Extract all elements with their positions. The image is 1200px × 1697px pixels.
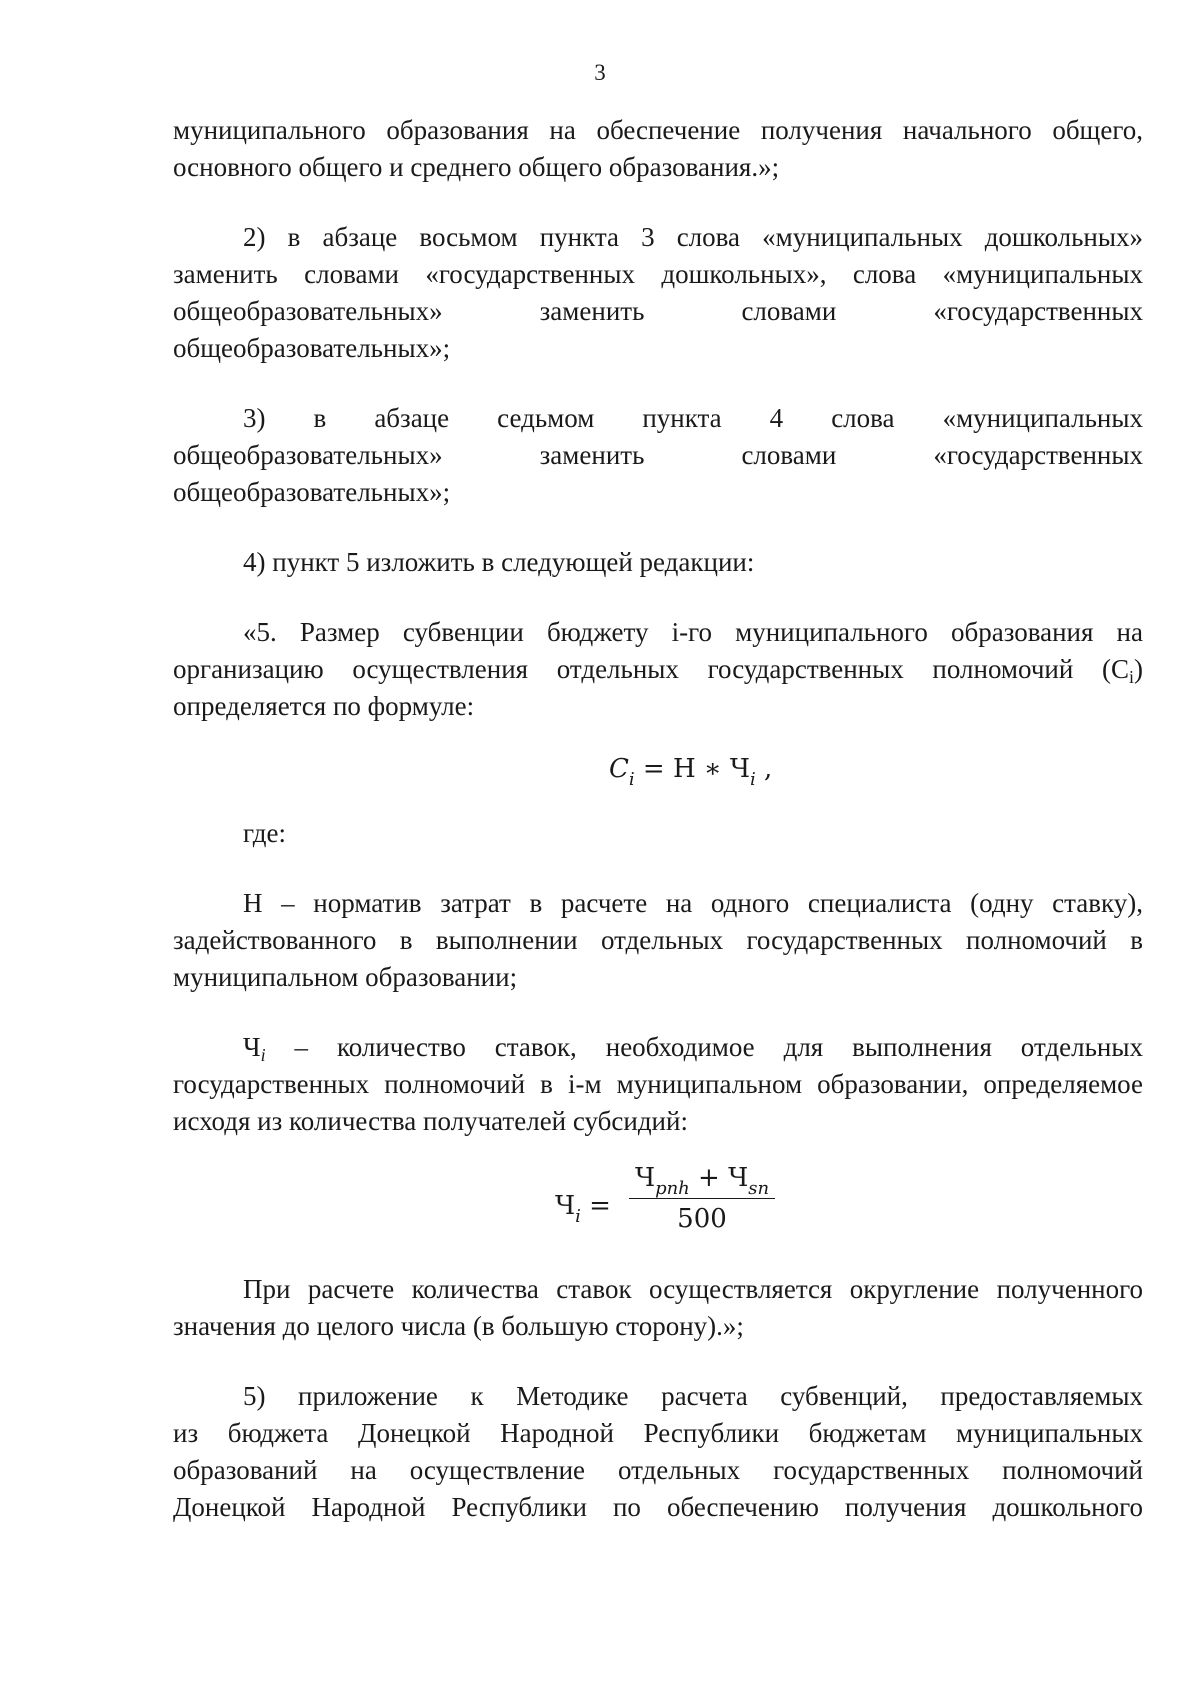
formula-lhs: C [609,754,629,784]
document-body [173,112,1143,1526]
formula-rates-fraction [629,1160,775,1237]
definition-ch-text: – количество ставок, необходимое для выполнения отдельных государственных полномочий в i-м муниципальном образовании, определяемое исходя из количества получателей субсидий: [173,1032,1143,1136]
formula-rhs-sub: i [749,769,756,790]
fraction-denominator: 500 [677,1204,727,1234]
paragraph-where: где: [243,818,286,848]
symbol-ch-sub: i [260,1045,266,1065]
paragraph-definition-n: Н – норматив затрат в расчете на одного специалиста (одну ставку), задействованного в выполнении отдельных государственных полномочий в муниципальном образовании; [173,888,1143,992]
paragraph-continuation: муниципального образования на обеспечение получения начального общего, основного общего и среднего общего образования.»; [173,115,1143,182]
item-3-line-3: общеобразовательных»; [173,477,451,507]
numerator-plus: + Ч [689,1163,749,1193]
item-5-line-3: определяется по формуле: [173,691,475,721]
item-2-line-3: общеобразовательных» заменить словами «государственных [173,296,1143,326]
formula-lhs-sub: i [628,769,635,790]
numerator-b-sub: sn [748,1178,770,1199]
item-2-line-4: общеобразовательных»; [173,333,451,363]
paragraph-rounding: При расчете количества ставок осуществляется округление полученного значения до целого числа (в большую сторону).»; [173,1274,1143,1341]
numerator-a-sub: pnh [655,1178,690,1199]
formula-rhs: = Н ∗ Ч [634,754,750,784]
item-3-line-1: 3) в абзаце седьмом пункта 4 слова «муниципальных [243,403,1143,433]
item-2-line-2: заменить словами «государственных дошкольных», слова «муниципальных [173,259,1143,289]
formula-rates [555,1160,1143,1250]
paragraph-item-5-annex [173,1378,1143,1526]
rates-eq: = [580,1191,611,1221]
item-2-line-1: 2) в абзаце восьмом пункта 3 слова «муниципальных дошкольных» [243,222,1143,252]
item-5-text: «5. Размер субвенции бюджету i-го муниципального образования на организацию осуществления отдельных государственных полномочий (C [173,617,1143,684]
page-number: 3 [594,60,606,85]
paragraph-definition-ch [173,1029,1143,1140]
numerator-a: Ч [634,1163,656,1193]
rates-lhs-sub: i [575,1206,581,1227]
annex-line-1: 5) приложение к Методике расчета субвенций, предоставляемых [243,1381,1143,1411]
annex-line-4: Донецкой Народной Республики по обеспечению получения дошкольного [173,1492,1143,1522]
formula-subvention [609,749,1143,789]
annex-line-3: образований на осуществление отдельных государственных полномочий [173,1455,1143,1485]
formula-rates-lhs [555,1188,611,1225]
rates-lhs-symbol: Ч [555,1191,576,1221]
item-5-lines-1-2 [173,614,1143,688]
fraction-numerator [629,1160,775,1199]
paragraph-item-4: 4) пункт 5 изложить в следующей редакции: [243,547,755,577]
paragraph-item-5-text [173,614,1143,725]
item-3-line-2: общеобразовательных» заменить словами «государственных [173,440,1143,470]
closing-paren: ) [1134,654,1143,684]
annex-line-2: из бюджета Донецкой Народной Республики бюджетам муниципальных [173,1418,1143,1448]
paragraph-item-3 [173,400,1143,511]
subscript-i: i [1128,667,1134,687]
paragraph-item-2 [173,219,1143,367]
symbol-ch: Ч [243,1032,261,1062]
formula-end: , [755,754,773,784]
